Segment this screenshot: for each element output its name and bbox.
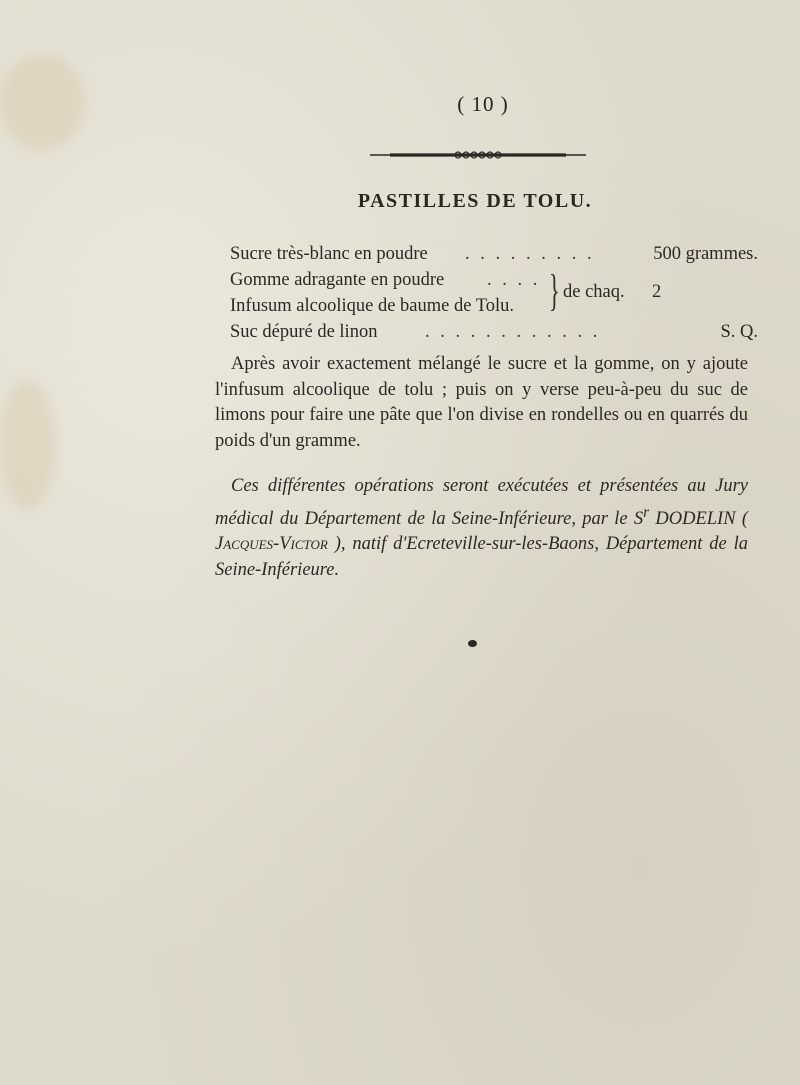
ingredient-name: Gomme adragante en poudre — [230, 270, 445, 290]
ornamental-rule — [370, 150, 586, 160]
leader-dots: . . . . . . . . . . . . — [425, 322, 601, 342]
instructions-paragraph: Après avoir exactement mélangé le sucre et la gomme, on y ajoute l'infusum alcoolique de tolu ; puis on y verse peu-à-peu du suc de limons pour faire une pâte que l'on divise en rondelles ou en quarrés du poids d'un gramme. — [215, 354, 748, 451]
closing-suffix: , natif d'Ecreteville-sur-les-Baons, Département de la Seine-Inférieure. — [215, 534, 748, 580]
ingredient-list — [215, 241, 760, 345]
leader-dots: . . . . . . . . . — [465, 244, 595, 264]
ingredient-name: Sucre très-blanc en poudre — [230, 244, 428, 264]
end-mark — [468, 640, 477, 647]
each-label: de chaq. — [563, 282, 625, 302]
ingredient-row — [215, 241, 760, 267]
recipe-title: PASTILLES DE TOLU. — [357, 190, 593, 212]
page-number: ( 10 ) — [457, 92, 509, 116]
closing-superscript: r — [643, 503, 650, 521]
ingredient-quantity: S. Q. — [720, 322, 758, 342]
grouping-brace: } — [549, 266, 560, 315]
ingredient-row — [215, 293, 760, 319]
closing-prefix: Ces différentes opérations seront exécutées et présentées au Jury médical du Département de la Seine-Inférieure, par le S — [215, 476, 748, 529]
closing-paragraph — [215, 474, 748, 583]
paper-stain — [0, 380, 55, 510]
ingredient-name: Suc dépuré de linon — [230, 322, 378, 342]
ingredient-quantity: 500 grammes. — [653, 244, 758, 264]
leader-dots: . . . . — [487, 270, 541, 290]
ingredient-row — [215, 267, 760, 293]
ingredient-row — [215, 319, 760, 345]
ingredient-name: Infusum alcoolique de baume de Tolu. — [230, 296, 515, 316]
closing-given-names: ( Jacques-Victor ) — [215, 508, 749, 555]
each-quantity: 2 — [652, 282, 662, 302]
closing-name: DODELIN — [655, 508, 736, 529]
